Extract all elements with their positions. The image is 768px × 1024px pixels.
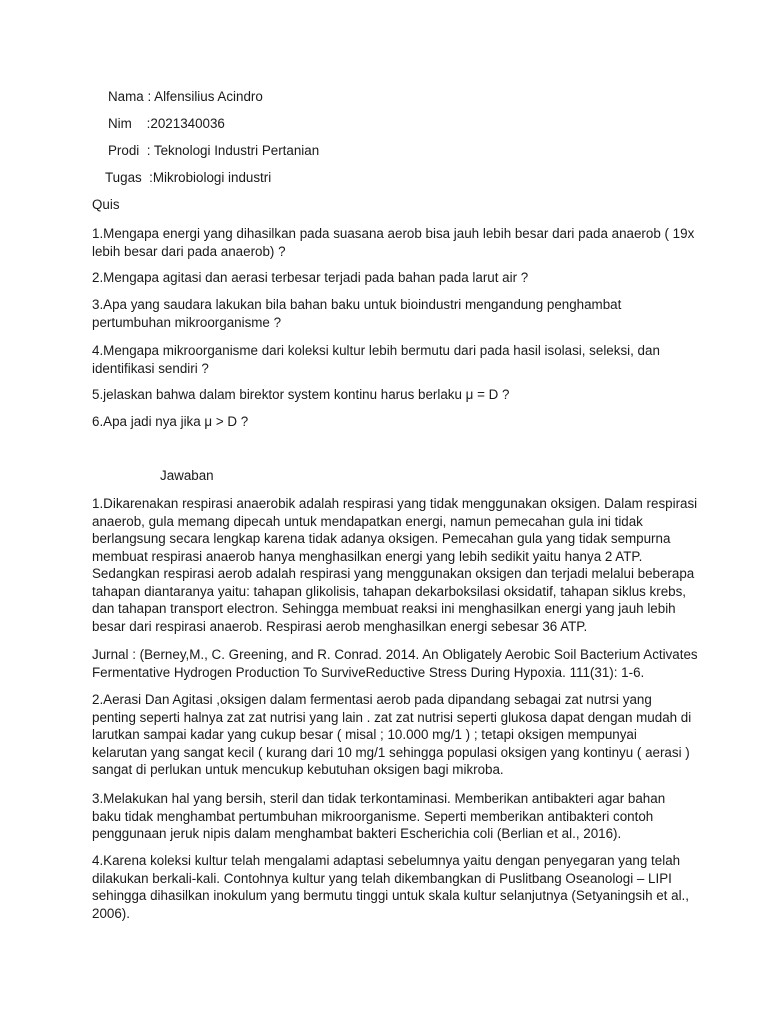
- question-1-line-1: 1.Mengapa energi yang dihasilkan pada suasana aerob bisa jauh lebih besar dari pada anaerob ( 19x: [92, 226, 695, 241]
- answer-2: [92, 691, 691, 779]
- question-5: 5.jelaskan bahwa dalam birektor system kontinu harus berlaku μ = D ?: [92, 387, 510, 402]
- answer-1-line: Sedangkan respirasi aerob adalah respirasi yang menggunakan oksigen dan terjadi melalui beberapa: [92, 566, 695, 581]
- answer-2-line: penting seperti halnya zat zat nutrisi yang lain . zat zat nutrisi seperti glukosa dapat dengan mudah di: [92, 709, 692, 725]
- journal-reference: [92, 646, 698, 681]
- answer-4: [92, 852, 689, 922]
- answer-4-line: 2006).: [92, 905, 130, 921]
- answer-4-line: dilakukan berkali-kali. Contohnya kultur yang telah dikembangkan di Puslitbang Oseanologi – LIPI: [92, 870, 672, 886]
- question-3-line-2: pertumbuhan mikroorganisme ?: [92, 314, 282, 330]
- answer-1-line: berlangsung secara lengkap karena tidak adanya oksigen. Pemecahan gula yang tidak sempurna: [92, 531, 671, 546]
- question-1: [92, 225, 694, 260]
- answer-3-line: baku tidak menghambat pertumbuhan mikroorganisme. Seperti memberikan antibakteri contoh: [92, 808, 654, 824]
- question-3-line-1: 3.Apa yang saudara lakukan bila bahan baku untuk bioindustri mengandung penghambat: [92, 297, 622, 312]
- question-6: 6.Apa jadi nya jika μ > D ?: [92, 414, 249, 429]
- answer-1: [92, 495, 697, 635]
- question-1-line-2: lebih besar dari pada anaerob) ?: [92, 243, 286, 259]
- answer-1-line: membuat respirasi anaerob hanya menghasilkan energi yang lebih sedikit yaitu hanya 2 ATP.: [92, 548, 643, 564]
- answer-2-line: sangat di perlukan untuk mencukup kebutuhan oksigen bagi mikroba.: [92, 762, 504, 777]
- question-3: [92, 296, 621, 331]
- student-nim: Nim :2021340036: [108, 116, 225, 131]
- answer-3: [92, 790, 665, 843]
- answer-2-line: kelarutan yang sangat kecil ( kurang dari 10 mg/1 sehingga populasi oksigen yang kontinyu ( aerasi ): [92, 744, 690, 760]
- answer-4-line: sehingga dihasilkan inokulum yang bermutu tinggi untuk skala kultur selanjutnya (Setyaningsih et al.,: [92, 888, 689, 903]
- answer-4-line: 4.Karena koleksi kultur telah mengalami adaptasi sebelumnya yaitu dengan penyegaran yang telah: [92, 853, 681, 868]
- question-2: 2.Mengapa agitasi dan aerasi terbesar terjadi pada bahan pada larut air ?: [92, 270, 529, 285]
- answer-1-line: anaerob, gula memang dipecah untuk mendapatkan energi, namun pemecahan gula ini tidak: [92, 513, 643, 529]
- assignment-subject: Tugas :Mikrobiologi industri: [105, 170, 272, 185]
- study-program: Prodi : Teknologi Industri Pertanian: [108, 143, 320, 158]
- answer-2-line: larutkan sampai kadar yang cukup besar ( misal ; 10.000 mg/1 ) ; tetapi oksigen mempunyai: [92, 727, 637, 742]
- quiz-title: Quis: [92, 197, 120, 212]
- answer-2-line: 2.Aerasi Dan Agitasi ,oksigen dalam fermentasi aerob pada dipandang sebagai zat nutrsi yang: [92, 692, 652, 707]
- question-4-line-2: identifikasi sendiri ?: [92, 360, 209, 376]
- question-4: [92, 342, 660, 377]
- question-4-line-1: 4.Mengapa mikroorganisme dari koleksi kultur lebih bermutu dari pada hasil isolasi, seleksi, dan: [92, 343, 660, 358]
- answer-1-line: dan tahapan transport electron. Sehingga membuat reaksi ini menghasilkan energi yang jauh lebih: [92, 601, 676, 616]
- journal-line: Jurnal : (Berney,M., C. Greening, and R. Conrad. 2014. An Obligately Aerobic Soil Bacterium Activates: [92, 647, 698, 662]
- answer-3-line: 3.Melakukan hal yang bersih, steril dan tidak terkontaminasi. Memberikan antibakteri agar bahan: [92, 791, 666, 806]
- answers-title: Jawaban: [160, 468, 214, 483]
- student-name: Nama : Alfensilius Acindro: [108, 89, 263, 104]
- answer-1-line: tahapan diantaranya yaitu: tahapan glikolisis, tahapan dekarboksilasi oksidatif, tahapan siklus krebs,: [92, 583, 687, 599]
- journal-line: Fermentative Hydrogen Production To SurviveReductive Stress During Hypoxia. 111(31): 1-6.: [92, 664, 645, 680]
- answer-1-line: besar dari respirasi anaerob. Respirasi aerob menghasilkan energi sebesar 36 ATP.: [92, 618, 588, 634]
- answer-3-line: penggunaan jeruk nipis dalam menghambat bakteri Escherichia coli (Berlian et al., 2016).: [92, 826, 622, 841]
- answer-1-line: 1.Dikarenakan respirasi anaerobik adalah respirasi yang tidak menggunakan oksigen. Dalam respirasi: [92, 496, 698, 511]
